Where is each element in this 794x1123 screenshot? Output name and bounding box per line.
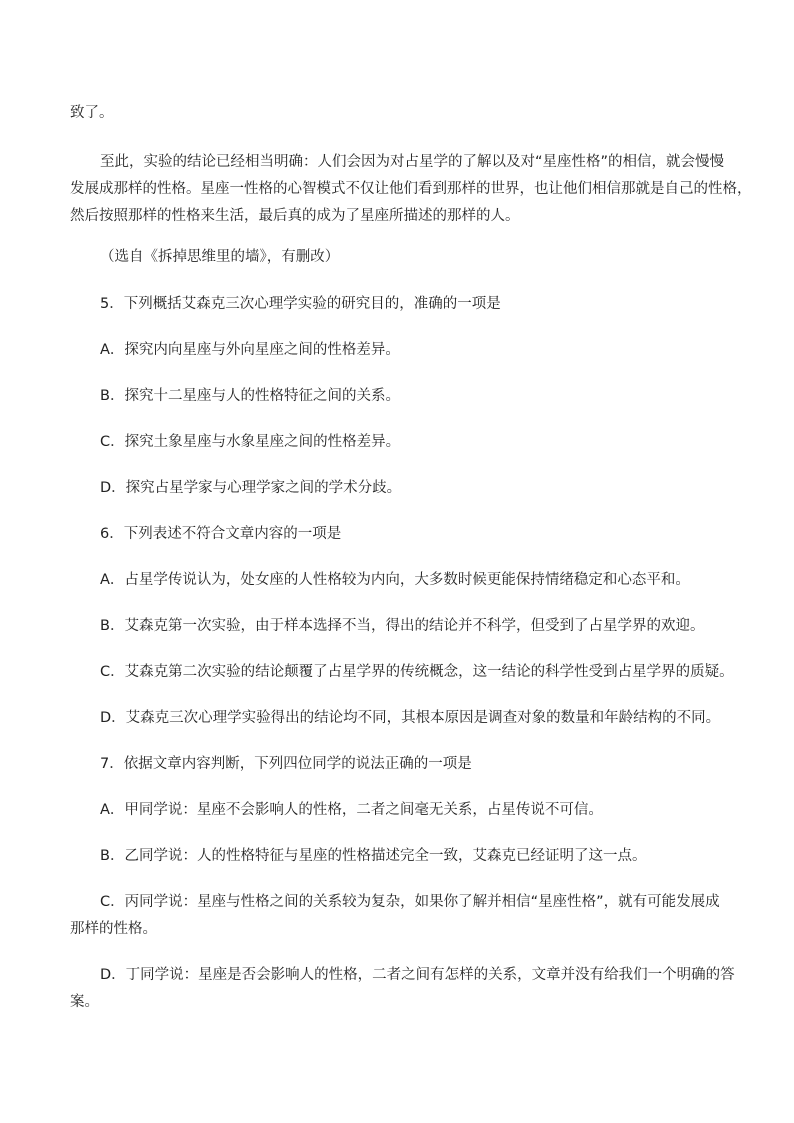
question-7-option-c xyxy=(70,889,730,943)
conclusion-line-3: 然后按照那样的性格来生活，最后真的成为了星座所描述的那样的人。 xyxy=(70,208,520,224)
source-citation: （选自《拆掉思维里的墙》，有删改） xyxy=(100,249,340,265)
question-7-option-d xyxy=(70,962,735,1016)
question-6-option-d: D．艾森克三次心理学实验得出的结论均不同，其根本原因是调查对象的数量和年龄结构的不同。 xyxy=(100,710,721,726)
question-7-option-b: B．乙同学说：人的性格特征与星座的性格描述完全一致，艾森克已经证明了这一点。 xyxy=(100,848,647,864)
question-5-option-a: A．探究内向星座与外向星座之间的性格差异。 xyxy=(100,342,400,358)
conclusion-line-1: 至此，实验的结论已经相当明确：人们会因为对占星学的了解以及对“星座性格”的相信，就会慢慢 xyxy=(100,154,725,170)
question-7-option-d-line-2: 案。 xyxy=(70,994,99,1010)
question-6-option-a: A．占星学传说认为，处女座的人性格较为内向，大多数时候更能保持情绪稳定和心态平和。 xyxy=(100,572,690,588)
conclusion-paragraph xyxy=(70,149,752,230)
conclusion-line-2: 发展成那样的性格。星座一性格的心智模式不仅让他们看到那样的世界，也让他们相信那就是自己的性格， xyxy=(70,181,752,197)
question-6-option-c: C．艾森克第二次实验的结论颠覆了占星学界的传统概念，这一结论的科学性受到占星学界的质疑。 xyxy=(100,664,734,680)
question-6-stem: 6．下列表述不符合文章内容的一项是 xyxy=(100,526,342,542)
question-7-option-c-line-2: 那样的性格。 xyxy=(70,921,157,937)
question-7-option-c-line-1: C．丙同学说：星座与性格之间的关系较为复杂，如果你了解并相信“星座性格”，就有可能发展成 xyxy=(100,894,720,910)
intro-tail: 致了。 xyxy=(70,105,114,121)
question-5-option-d: D．探究占星学家与心理学家之间的学术分歧。 xyxy=(100,480,402,496)
question-7-stem: 7．依据文章内容判断，下列四位同学的说法正确的一项是 xyxy=(100,756,472,772)
question-5-option-c: C．探究土象星座与水象星座之间的性格差异。 xyxy=(100,434,401,450)
question-5-option-b: B．探究十二星座与人的性格特征之间的关系。 xyxy=(100,388,400,404)
question-7-option-a: A．甲同学说：星座不会影响人的性格，二者之间毫无关系，占星传说不可信。 xyxy=(100,802,603,818)
question-5-stem: 5．下列概括艾森克三次心理学实验的研究目的，准确的一项是 xyxy=(100,296,501,312)
question-7-option-d-line-1: D．丁同学说：星座是否会影响人的性格，二者之间有怎样的关系，文章并没有给我们一个明确的答 xyxy=(100,967,735,983)
question-6-option-b: B．艾森克第一次实验，由于样本选择不当，得出的结论并不科学，但受到了占星学界的欢迎。 xyxy=(100,618,705,634)
